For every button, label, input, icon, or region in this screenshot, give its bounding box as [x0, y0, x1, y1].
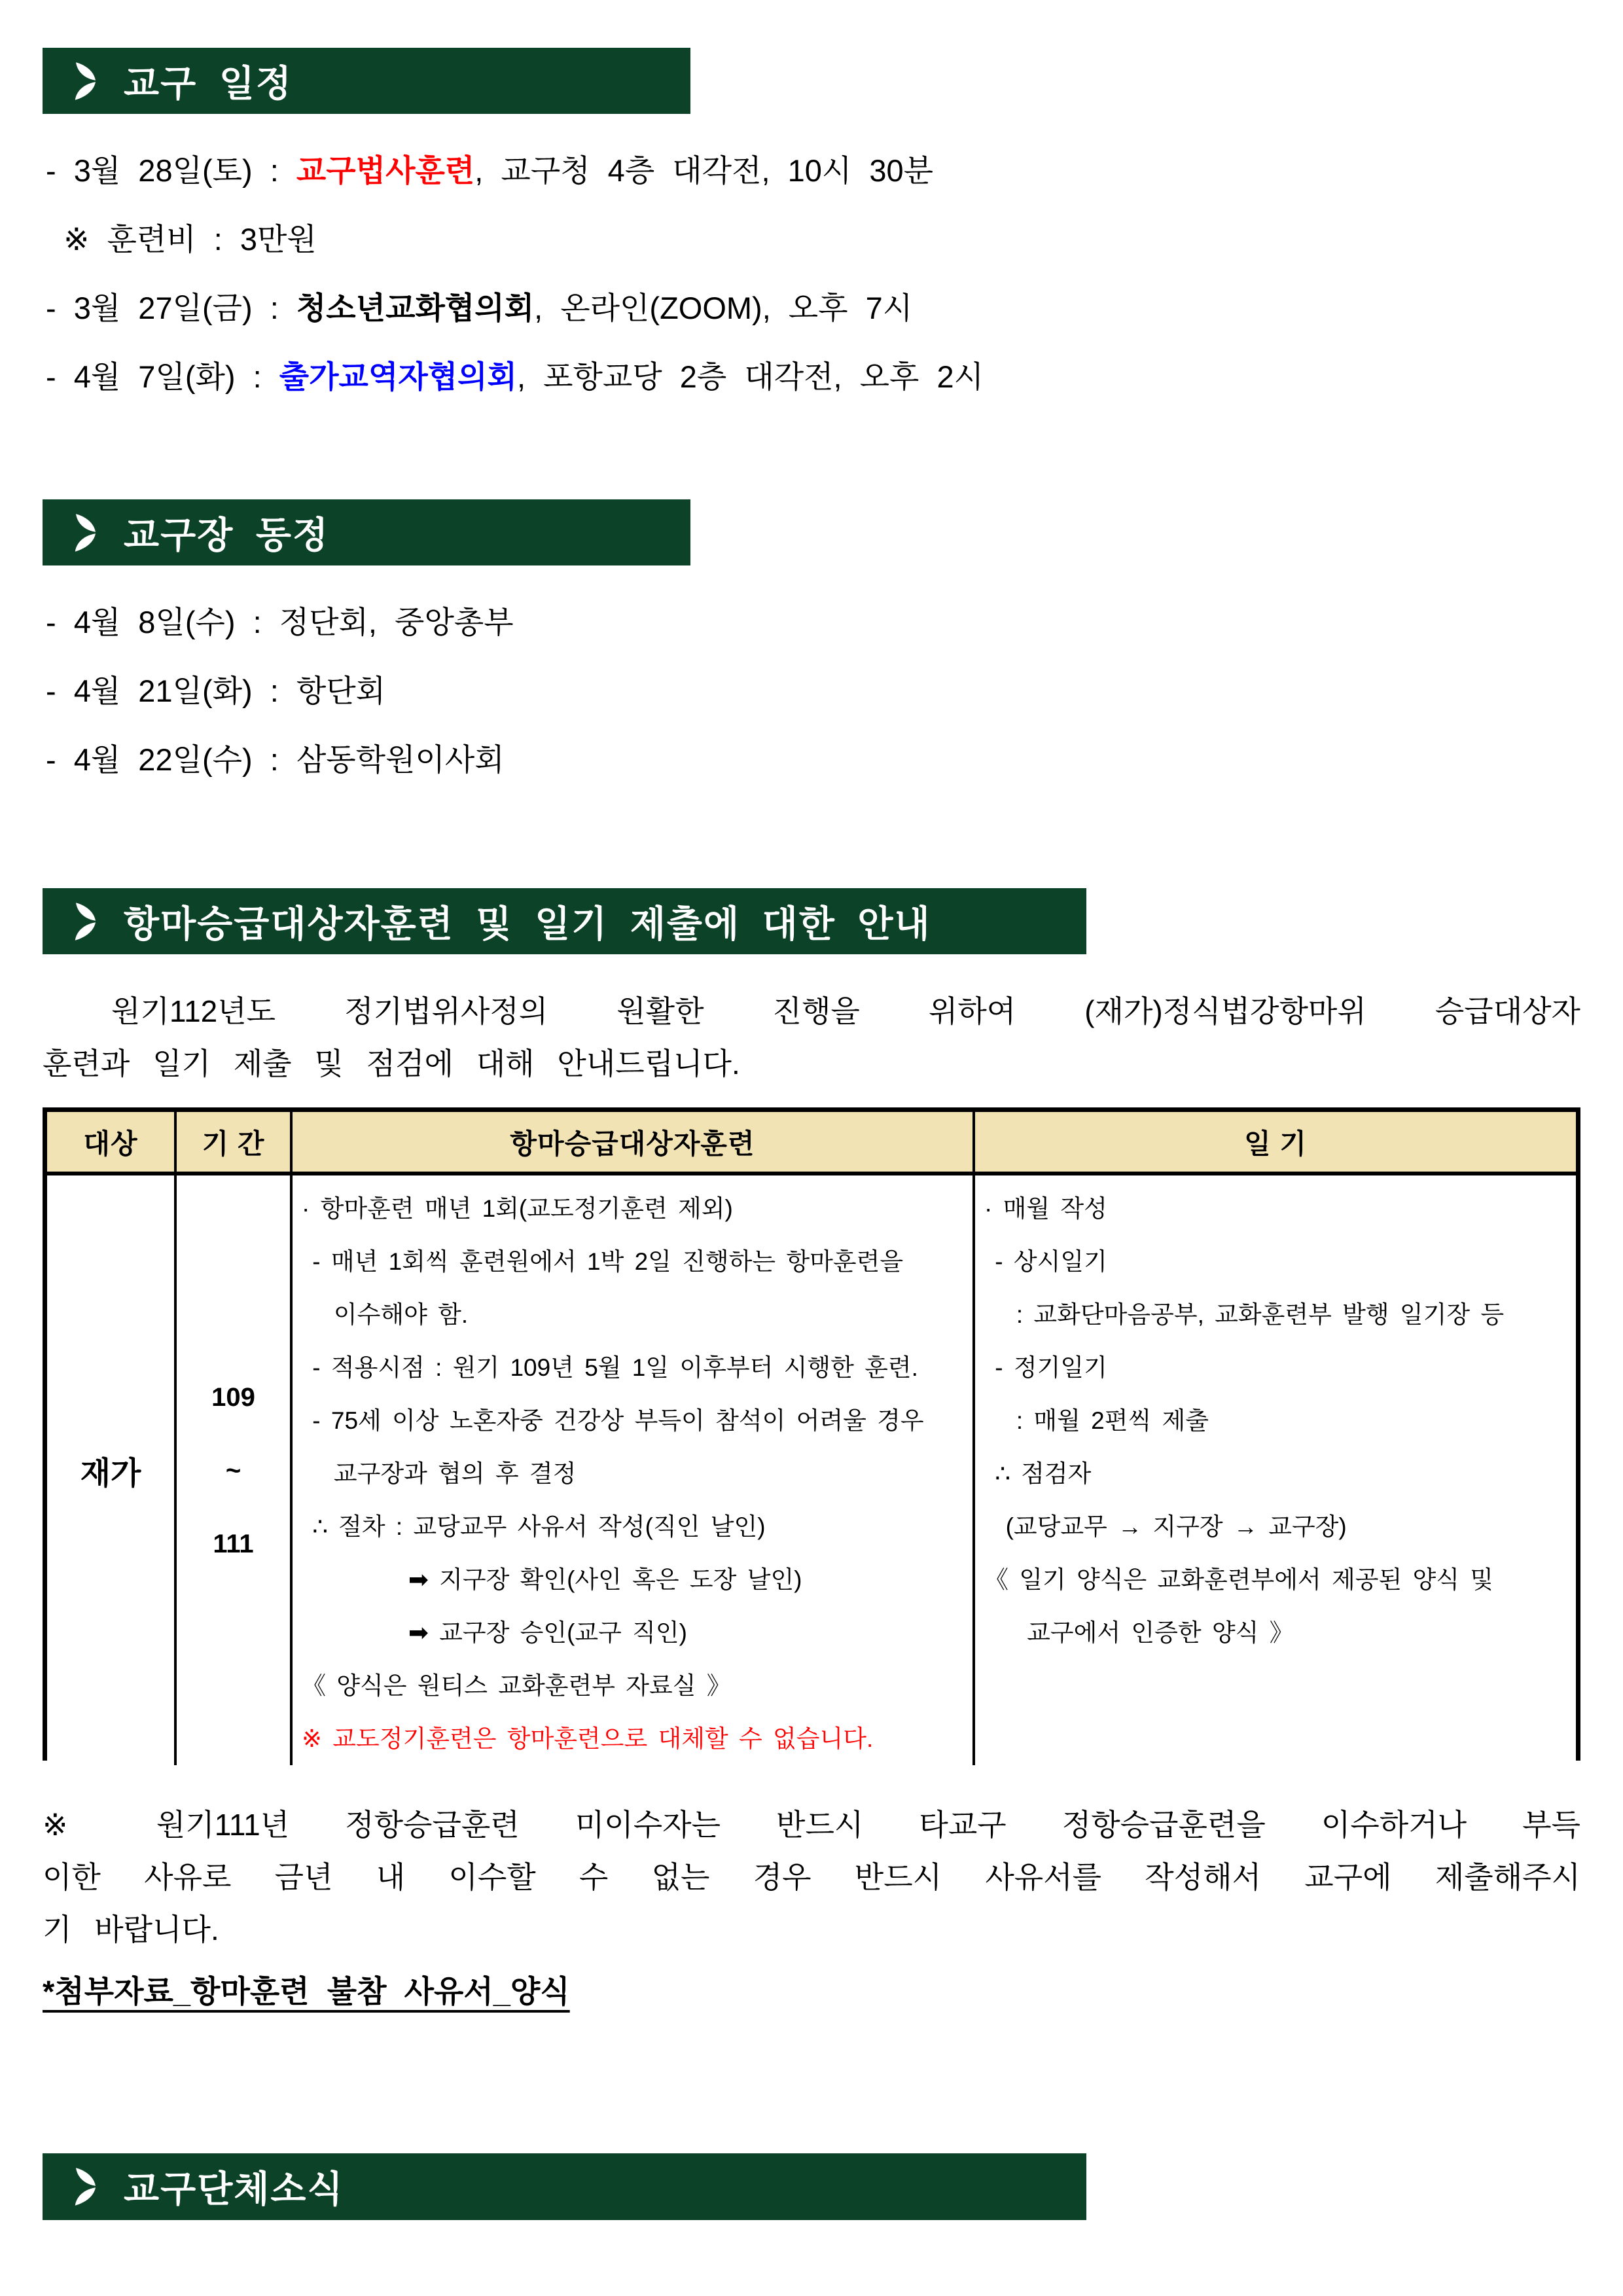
intro-line: 훈련과 일기 제출 및 점검에 대해 안내드립니다. [43, 1047, 740, 1081]
leader-item: - 4월 21일(화) : 항단회 [46, 673, 386, 708]
footer-note-line: 기 바랍니다. [43, 1912, 219, 1946]
section-bar-training [43, 888, 1086, 954]
training-line: - 적용시점 : 원기 109년 5월 1일 이후부터 시행한 훈련. [302, 1354, 918, 1381]
leader-list [46, 603, 1577, 810]
schedule-item: - 3월 28일(토) : 교구법사훈련, 교구청 4층 대각전, 10시 30분 [46, 153, 934, 188]
training-table [43, 1107, 1580, 1761]
diary-line: : 교화단마음공부, 교화훈련부 발행 일기장 등 [984, 1301, 1505, 1328]
schedule-item: - 4월 7일(화) : 출가교역자협의회, 포항교당 2층 대각전, 오후 2시 [46, 359, 984, 394]
section-bar-leader [43, 499, 690, 565]
section-title-leader: 교구장 동정 [124, 514, 330, 556]
cell-target: 재가 [47, 1175, 177, 1765]
schedule-list [46, 152, 1577, 427]
diary-line: · 매월 작성 [984, 1195, 1107, 1222]
footer-note-line: 이한 사유로 금년 내 이수할 수 없는 경우 반드시 사유서를 작성해서 교구에 제출해주시 [43, 1860, 1580, 1894]
training-line: - 75세 이상 노혼자중 건강상 부득이 참석이 어려울 경우 [302, 1407, 924, 1434]
section-title-training: 항마승급대상자훈련 및 일기 제출에 대한 안내 [124, 903, 931, 944]
period-tilde: ~ [225, 1456, 241, 1485]
cell-training [293, 1175, 975, 1765]
training-intro [43, 985, 1580, 1090]
leader-item: - 4월 8일(수) : 정단회, 중앙총부 [46, 605, 514, 639]
training-line: 《 양식은 원티스 교화훈련부 자료실 》 [302, 1672, 731, 1699]
table-header-target: 대상 [47, 1112, 177, 1175]
training-line: ∴ 절차 : 교당교무 사유서 작성(직인 날인) [302, 1513, 766, 1540]
cell-period [177, 1175, 293, 1765]
diary-line: 《 일기 양식은 교화훈련부에서 제공된 양식 및 [984, 1566, 1494, 1593]
training-line: 교구장과 협의 후 결정 [302, 1460, 577, 1487]
training-line: - 매년 1회씩 훈련원에서 1박 2일 진행하는 항마훈련을 [302, 1248, 904, 1275]
leader-item: - 4월 22일(수) : 삼동학원이사회 [46, 742, 505, 777]
period-start: 109 [211, 1382, 255, 1412]
bird-bullet-icon [73, 512, 99, 553]
cell-diary [975, 1175, 1576, 1765]
training-line: 이수해야 함. [302, 1301, 469, 1328]
section-bar-schedule [43, 48, 690, 114]
diary-line: 교구에서 인증한 양식 》 [984, 1619, 1294, 1646]
event-name-highlight: 출가교역자협의회 [279, 359, 517, 394]
schedule-item: - 3월 27일(금) : 청소년교화협의회, 온라인(ZOOM), 오후 7시 [46, 291, 913, 325]
table-header-period: 기 간 [177, 1112, 293, 1175]
training-lines [302, 1182, 967, 1712]
diary-line: (교당교무 → 지구장 → 교구장) [984, 1513, 1347, 1540]
footer-note-line: ※ 원기111년 정항승급훈련 미이수자는 반드시 타교구 정항승급훈련을 이수하거나 부득 [43, 1808, 1580, 1842]
bird-bullet-icon [73, 2166, 99, 2207]
intro-line: 원기112년도 정기법위사정의 원활한 진행을 위하여 (재가)정식법강항마위 승급대상자 [43, 994, 1580, 1028]
diary-lines [984, 1182, 1571, 1659]
training-line: ➡ 교구장 승인(교구 직인) [302, 1619, 687, 1646]
diary-line: - 정기일기 [984, 1354, 1107, 1381]
footer-note [43, 1799, 1580, 1956]
period-end: 111 [213, 1529, 254, 1558]
diary-line: - 상시일기 [984, 1248, 1107, 1275]
event-name-highlight: 청소년교화협의회 [296, 291, 535, 325]
diary-line: ∴ 점검자 [984, 1460, 1092, 1487]
training-warning: ※ 교도정기훈련은 항마훈련으로 대체할 수 없습니다. [302, 1725, 874, 1752]
section-title-schedule: 교구 일정 [124, 62, 293, 104]
table-header-diary: 일 기 [975, 1112, 1576, 1175]
attachment-note: *첨부자료_항마훈련 불참 사유서_양식 [43, 1974, 570, 2009]
diary-line: : 매월 2편씩 제출 [984, 1407, 1209, 1434]
schedule-item: ※ 훈련비 : 3만원 [46, 222, 317, 257]
bird-bullet-icon [73, 61, 99, 101]
event-name-highlight: 교구법사훈련 [296, 153, 475, 188]
section-title-groups: 교구단체소식 [124, 2168, 344, 2210]
section-bar-groups [43, 2153, 1086, 2220]
training-line: · 항마훈련 매년 1회(교도정기훈련 제외) [302, 1195, 733, 1222]
training-line: ➡ 지구장 확인(사인 혹은 도장 날인) [302, 1566, 802, 1593]
bird-bullet-icon [73, 901, 99, 942]
table-header-training: 항마승급대상자훈련 [293, 1112, 975, 1175]
